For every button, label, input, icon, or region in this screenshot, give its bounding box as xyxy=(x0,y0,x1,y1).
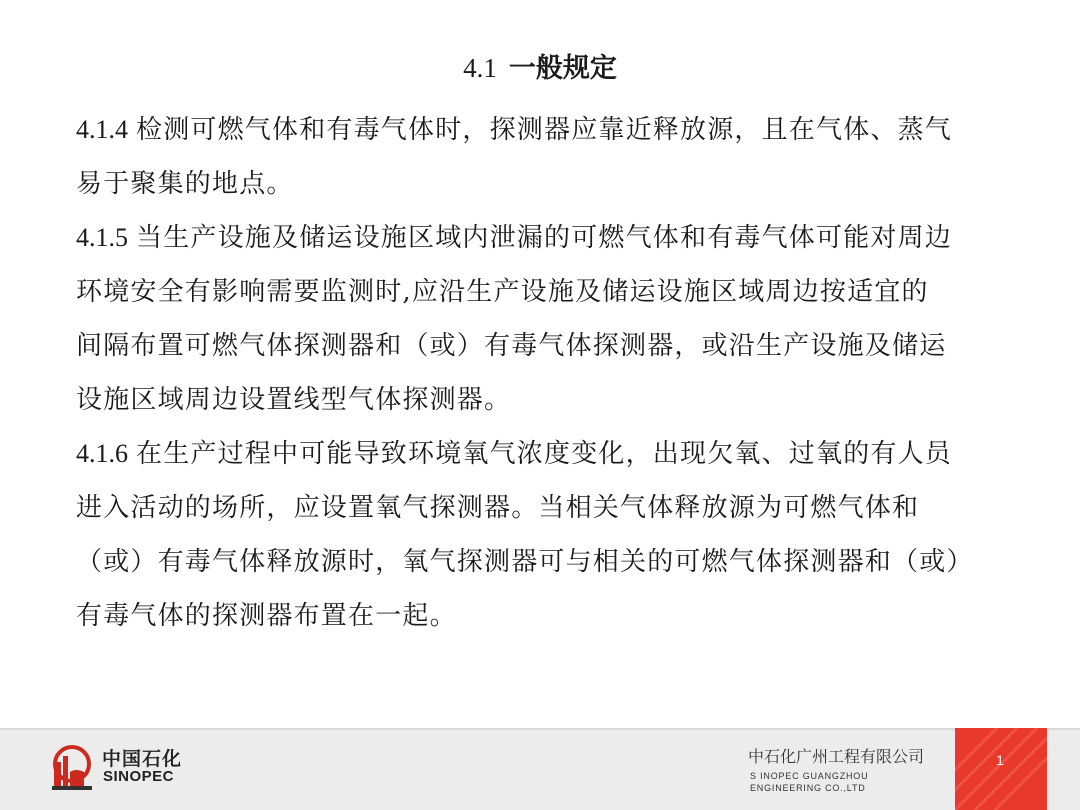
footer-divider xyxy=(0,728,1080,730)
clause-4-1-5 xyxy=(76,211,1056,427)
clause-line: 进入活动的场所，应设置氧气探测器。当相关气体释放源为可燃气体和 xyxy=(76,493,920,523)
clause-line: 有毒气体的探测器布置在一起。 xyxy=(76,601,457,631)
title-text: 一般规定 xyxy=(508,53,617,84)
clause-line: 间隔布置可燃气体探测器和（或）有毒气体探测器，或沿生产设施及储运 xyxy=(76,331,947,361)
page-number: 1 xyxy=(996,752,1004,768)
page-number-box xyxy=(955,728,1047,810)
sinopec-logo-icon xyxy=(50,742,96,792)
clause-4-1-6 xyxy=(76,427,1056,643)
clause-line: 设施区域周边设置线型气体探测器。 xyxy=(76,385,512,415)
clause-text: 当生产设施及储运设施区域内泄漏的可燃气体和有毒气体可能对周边 xyxy=(136,223,953,253)
footer-bar xyxy=(0,728,1080,810)
clause-number: 4.1.4 xyxy=(76,115,128,144)
clause-4-1-4 xyxy=(76,103,1056,211)
clause-list xyxy=(76,103,1056,643)
logo-chinese-name: 中国石化 xyxy=(102,748,183,770)
clause-line: 易于聚集的地点。 xyxy=(76,169,294,199)
title-number: 4.1 xyxy=(463,53,497,83)
clause-text: 在生产过程中可能导致环境氧气浓度变化，出现欠氧、过氧的有人员 xyxy=(136,439,953,469)
slide-title xyxy=(0,50,1080,87)
logo-english-name: SINOPEC xyxy=(103,768,175,785)
decorative-stripes-icon xyxy=(955,728,1047,810)
clause-text: 检测可燃气体和有毒气体时，探测器应靠近释放源，且在气体、蒸气 xyxy=(136,115,953,145)
clause-number: 4.1.6 xyxy=(76,439,128,468)
company-english-name: S INOPEC GUANGZHOU ENGINEERING CO.,LTD xyxy=(750,771,869,793)
clause-line: （或）有毒气体释放源时，氧气探测器可与相关的可燃气体探测器和（或） xyxy=(76,547,974,577)
clause-line xyxy=(76,427,1056,481)
company-chinese-name: 中石化广州工程有限公司 xyxy=(748,747,925,766)
clause-line: 环境安全有影响需要监测时,应沿生产设施及储运设施区域周边按适宜的 xyxy=(76,277,929,307)
clause-line xyxy=(76,211,1056,265)
clause-line xyxy=(76,103,1056,157)
clause-number: 4.1.5 xyxy=(76,223,128,252)
